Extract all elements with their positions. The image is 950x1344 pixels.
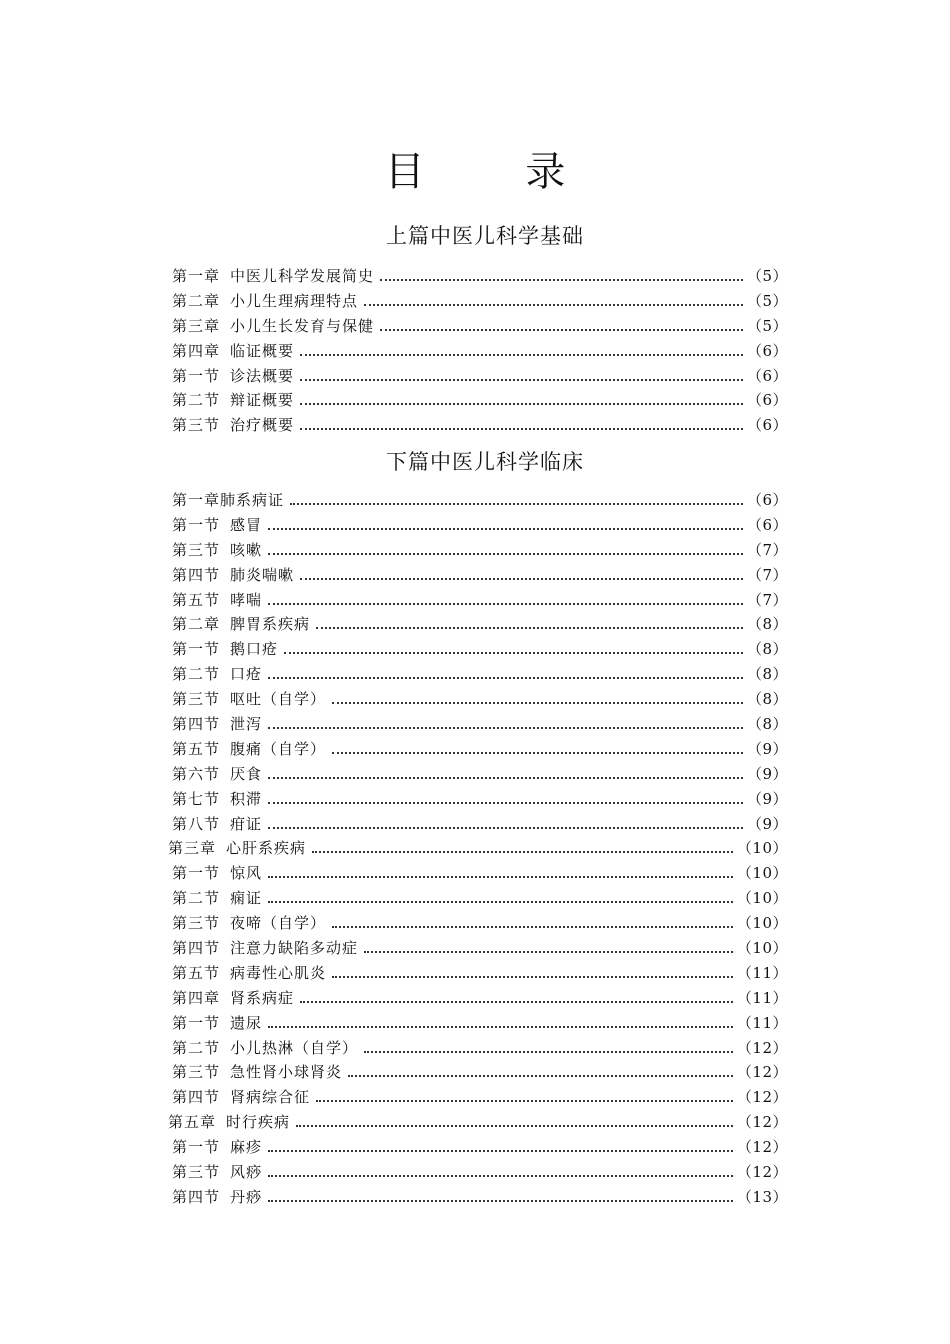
toc-entry <box>172 388 788 413</box>
toc-entry-title: 疳证 <box>230 814 263 833</box>
toc-entry <box>172 1060 788 1085</box>
dot-leader <box>268 876 733 878</box>
toc-entry-page: （9） <box>746 764 788 783</box>
toc-entry-page: （5） <box>746 291 788 310</box>
toc-entry-label: 第四章 <box>172 341 221 360</box>
dot-leader <box>268 1150 733 1152</box>
toc-entry-page: （7） <box>746 565 788 584</box>
toc-entry-title: 时行疾病 <box>226 1113 291 1132</box>
dot-leader <box>364 1051 733 1053</box>
toc-entry-label: 第四节 <box>172 715 221 734</box>
toc-entry-page: （13） <box>736 1187 788 1206</box>
toc-entry-page: （6） <box>746 391 788 410</box>
toc-entry-label: 第三节 <box>172 1063 221 1082</box>
toc-entry <box>168 1110 788 1135</box>
dot-leader <box>296 1125 733 1127</box>
toc-entry-page: （6） <box>746 491 788 509</box>
part1-heading: 上篇中医儿科学基础 <box>386 224 584 248</box>
toc-entry-title: 泄泻 <box>230 715 263 734</box>
toc-entry-title: 治疗概要 <box>230 416 295 435</box>
toc-entry <box>172 538 788 563</box>
dot-leader <box>268 677 743 679</box>
toc-entry-title: 哮喘 <box>230 590 263 609</box>
toc-entry-label: 第三节 <box>172 416 221 435</box>
toc-entry-title: 咳嗽 <box>230 540 263 559</box>
toc-entry-title: 感冒 <box>230 515 263 534</box>
toc-entry <box>172 687 788 712</box>
toc-entry-page: （8） <box>746 665 788 684</box>
toc-entry-page: （10） <box>736 914 788 933</box>
toc-entry-label: 第四节 <box>172 565 221 584</box>
toc-entry-page: （6） <box>746 416 788 435</box>
toc-entry <box>168 836 788 861</box>
toc-entry <box>172 1036 788 1061</box>
toc-entry-label: 第二章 <box>172 615 221 634</box>
toc-part1 <box>172 264 788 438</box>
dot-leader <box>290 503 743 505</box>
toc-entry-title: 丹痧 <box>230 1187 263 1206</box>
toc-entry <box>172 612 788 637</box>
dot-leader <box>268 528 743 530</box>
dot-leader <box>316 627 743 629</box>
toc-entry-page: （5） <box>746 267 788 285</box>
dot-leader <box>316 1100 733 1102</box>
toc-entry <box>172 1185 788 1210</box>
dot-leader <box>268 827 743 829</box>
toc-entry-label: 第八节 <box>172 814 221 833</box>
toc-entry-label: 第二节 <box>172 889 221 908</box>
dot-leader <box>300 1001 733 1003</box>
toc-entry-title: 遗尿 <box>230 1013 263 1032</box>
dot-leader <box>380 329 743 331</box>
toc-entry-title: 临证概要 <box>230 341 295 360</box>
toc-entry-title: 鹅口疮 <box>230 640 279 659</box>
toc-entry-label: 第二节 <box>172 391 221 410</box>
toc-entry-label: 第一节 <box>172 640 221 659</box>
toc-entry-label: 第一节 <box>172 366 221 385</box>
toc-entry-label: 第四节 <box>172 939 221 958</box>
toc-entry <box>172 911 788 936</box>
toc-part2 <box>168 488 788 1210</box>
toc-entry-title: 小儿生理病理特点 <box>230 291 359 310</box>
toc-entry-label: 第一章 <box>172 267 221 285</box>
toc-entry <box>172 812 788 837</box>
toc-entry-page: （7） <box>746 540 788 559</box>
dot-leader <box>312 851 733 853</box>
toc-entry-title: 口疮 <box>230 665 263 684</box>
toc-entry-title: 风痧 <box>230 1163 263 1182</box>
dot-leader <box>268 727 743 729</box>
dot-leader <box>268 1026 733 1028</box>
toc-entry-label: 第一节 <box>172 515 221 534</box>
toc-entry <box>172 314 788 339</box>
dot-leader <box>332 926 733 928</box>
toc-entry-page: （8） <box>746 640 788 659</box>
toc-entry <box>172 364 788 389</box>
toc-entry-title: 夜啼（自学） <box>230 914 327 933</box>
dot-leader <box>300 403 743 405</box>
toc-entry-title: 急性肾小球肾炎 <box>230 1063 343 1082</box>
toc-entry <box>172 563 788 588</box>
toc-entry-page: （10） <box>736 839 788 858</box>
toc-entry <box>172 1085 788 1110</box>
toc-entry-label: 第三节 <box>172 690 221 709</box>
toc-entry-title: 小儿生长发育与保健 <box>230 316 375 335</box>
toc-entry <box>172 289 788 314</box>
toc-entry-label: 第四章 <box>172 988 221 1007</box>
dot-leader <box>332 976 733 978</box>
toc-entry-page: （9） <box>746 739 788 758</box>
toc-entry <box>172 986 788 1011</box>
toc-entry <box>172 513 788 538</box>
dot-leader <box>332 752 743 754</box>
dot-leader <box>300 578 743 580</box>
toc-entry-title: 辩证概要 <box>230 391 295 410</box>
toc-entry-page: （12） <box>736 1088 788 1107</box>
toc-entry-page: （10） <box>736 889 788 908</box>
toc-entry <box>172 339 788 364</box>
toc-entry-page: （8） <box>746 615 788 634</box>
toc-entry <box>172 662 788 687</box>
toc-entry <box>172 637 788 662</box>
toc-entry-label: 第七节 <box>172 789 221 808</box>
toc-entry-label: 第二节 <box>172 1038 221 1057</box>
toc-entry-title: 肾系病症 <box>230 988 295 1007</box>
toc-entry-label: 第四节 <box>172 1088 221 1107</box>
toc-entry-label: 第五节 <box>172 739 221 758</box>
toc-entry-label: 第一节 <box>172 1138 221 1157</box>
toc-entry-page: （8） <box>746 690 788 709</box>
part2-heading: 下篇中医儿科学临床 <box>386 450 584 474</box>
toc-entry-label: 第一节 <box>172 1013 221 1032</box>
toc-entry-label: 第三节 <box>172 1163 221 1182</box>
toc-entry-label: 第四节 <box>172 1187 221 1206</box>
toc-entry-title: 病毒性心肌炎 <box>230 963 327 982</box>
dot-leader <box>268 777 743 779</box>
dot-leader <box>348 1075 733 1077</box>
toc-entry-page: （11） <box>736 988 788 1007</box>
toc-entry-page: （8） <box>746 715 788 734</box>
toc-entry <box>172 413 788 438</box>
dot-leader <box>300 354 743 356</box>
toc-entry <box>172 787 788 812</box>
dot-leader <box>284 652 743 654</box>
toc-entry <box>172 861 788 886</box>
toc-entry-page: （5） <box>746 316 788 335</box>
toc-entry-title: 肺炎喘嗽 <box>230 565 295 584</box>
toc-entry-page: （12） <box>736 1163 788 1182</box>
toc-entry-page: （11） <box>736 1013 788 1032</box>
dot-leader <box>268 802 743 804</box>
toc-entry-title: 脾胃系疾病 <box>230 615 311 634</box>
toc-entry-page: （12） <box>736 1063 788 1082</box>
dot-leader <box>380 279 743 281</box>
toc-entry-title: 腹痛（自学） <box>230 739 327 758</box>
toc-entry <box>172 488 788 513</box>
toc-entry-label: 第三节 <box>172 914 221 933</box>
toc-entry <box>172 1160 788 1185</box>
toc-entry <box>172 886 788 911</box>
dot-leader <box>268 553 743 555</box>
toc-entry-title: 中医儿科学发展简史 <box>230 267 375 285</box>
toc-entry-title: 麻疹 <box>230 1138 263 1157</box>
toc-entry-page: （7） <box>746 590 788 609</box>
dot-leader <box>268 1175 733 1177</box>
toc-entry-label: 第五节 <box>172 963 221 982</box>
toc-entry-page: （6） <box>746 341 788 360</box>
toc-entry-label: 第三节 <box>172 540 221 559</box>
toc-entry-title: 小儿热淋（自学） <box>230 1038 359 1057</box>
toc-entry <box>172 264 788 289</box>
toc-entry-title: 痫证 <box>230 889 263 908</box>
page-title: 目 录 <box>384 149 610 195</box>
toc-entry-page: （10） <box>736 864 788 883</box>
toc-entry-title: 惊风 <box>230 864 263 883</box>
toc-entry-title: 肺系病证 <box>220 491 285 509</box>
toc-entry-label: 第一节 <box>172 864 221 883</box>
toc-entry-title: 心肝系疾病 <box>226 839 307 858</box>
dot-leader <box>364 304 743 306</box>
toc-entry-title: 厌食 <box>230 764 263 783</box>
toc-entry <box>172 936 788 961</box>
toc-entry <box>172 1011 788 1036</box>
toc-entry <box>172 712 788 737</box>
toc-entry-label: 第五节 <box>172 590 221 609</box>
dot-leader <box>364 951 733 953</box>
toc-entry-page: （9） <box>746 789 788 808</box>
toc-entry-page: （12） <box>736 1138 788 1157</box>
toc-entry-page: （9） <box>746 814 788 833</box>
dot-leader <box>268 901 733 903</box>
toc-entry-title: 积滞 <box>230 789 263 808</box>
toc-entry-label: 第一章 <box>172 491 221 509</box>
toc-entry-label: 第六节 <box>172 764 221 783</box>
toc-entry-label: 第三章 <box>172 316 221 335</box>
toc-entry-label: 第五章 <box>168 1113 217 1132</box>
toc-entry <box>172 961 788 986</box>
toc-entry-title: 诊法概要 <box>230 366 295 385</box>
dot-leader <box>300 428 743 430</box>
toc-entry <box>172 737 788 762</box>
toc-entry-page: （6） <box>746 515 788 534</box>
toc-entry-page: （12） <box>736 1038 788 1057</box>
toc-entry-title: 肾病综合征 <box>230 1088 311 1107</box>
toc-entry-title: 注意力缺陷多动症 <box>230 939 359 958</box>
toc-entry-page: （6） <box>746 366 788 385</box>
dot-leader <box>300 379 743 381</box>
toc-entry-label: 第三章 <box>168 839 217 858</box>
toc-entry <box>172 1135 788 1160</box>
toc-entry-page: （12） <box>736 1113 788 1132</box>
dot-leader <box>332 702 743 704</box>
toc-entry-page: （10） <box>736 939 788 958</box>
toc-entry-title: 呕吐（自学） <box>230 690 327 709</box>
dot-leader <box>268 1200 733 1202</box>
toc-entry <box>172 588 788 613</box>
toc-entry-page: （11） <box>736 963 788 982</box>
toc-entry-label: 第二节 <box>172 665 221 684</box>
dot-leader <box>268 603 743 605</box>
toc-entry-label: 第二章 <box>172 291 221 310</box>
toc-entry <box>172 762 788 787</box>
